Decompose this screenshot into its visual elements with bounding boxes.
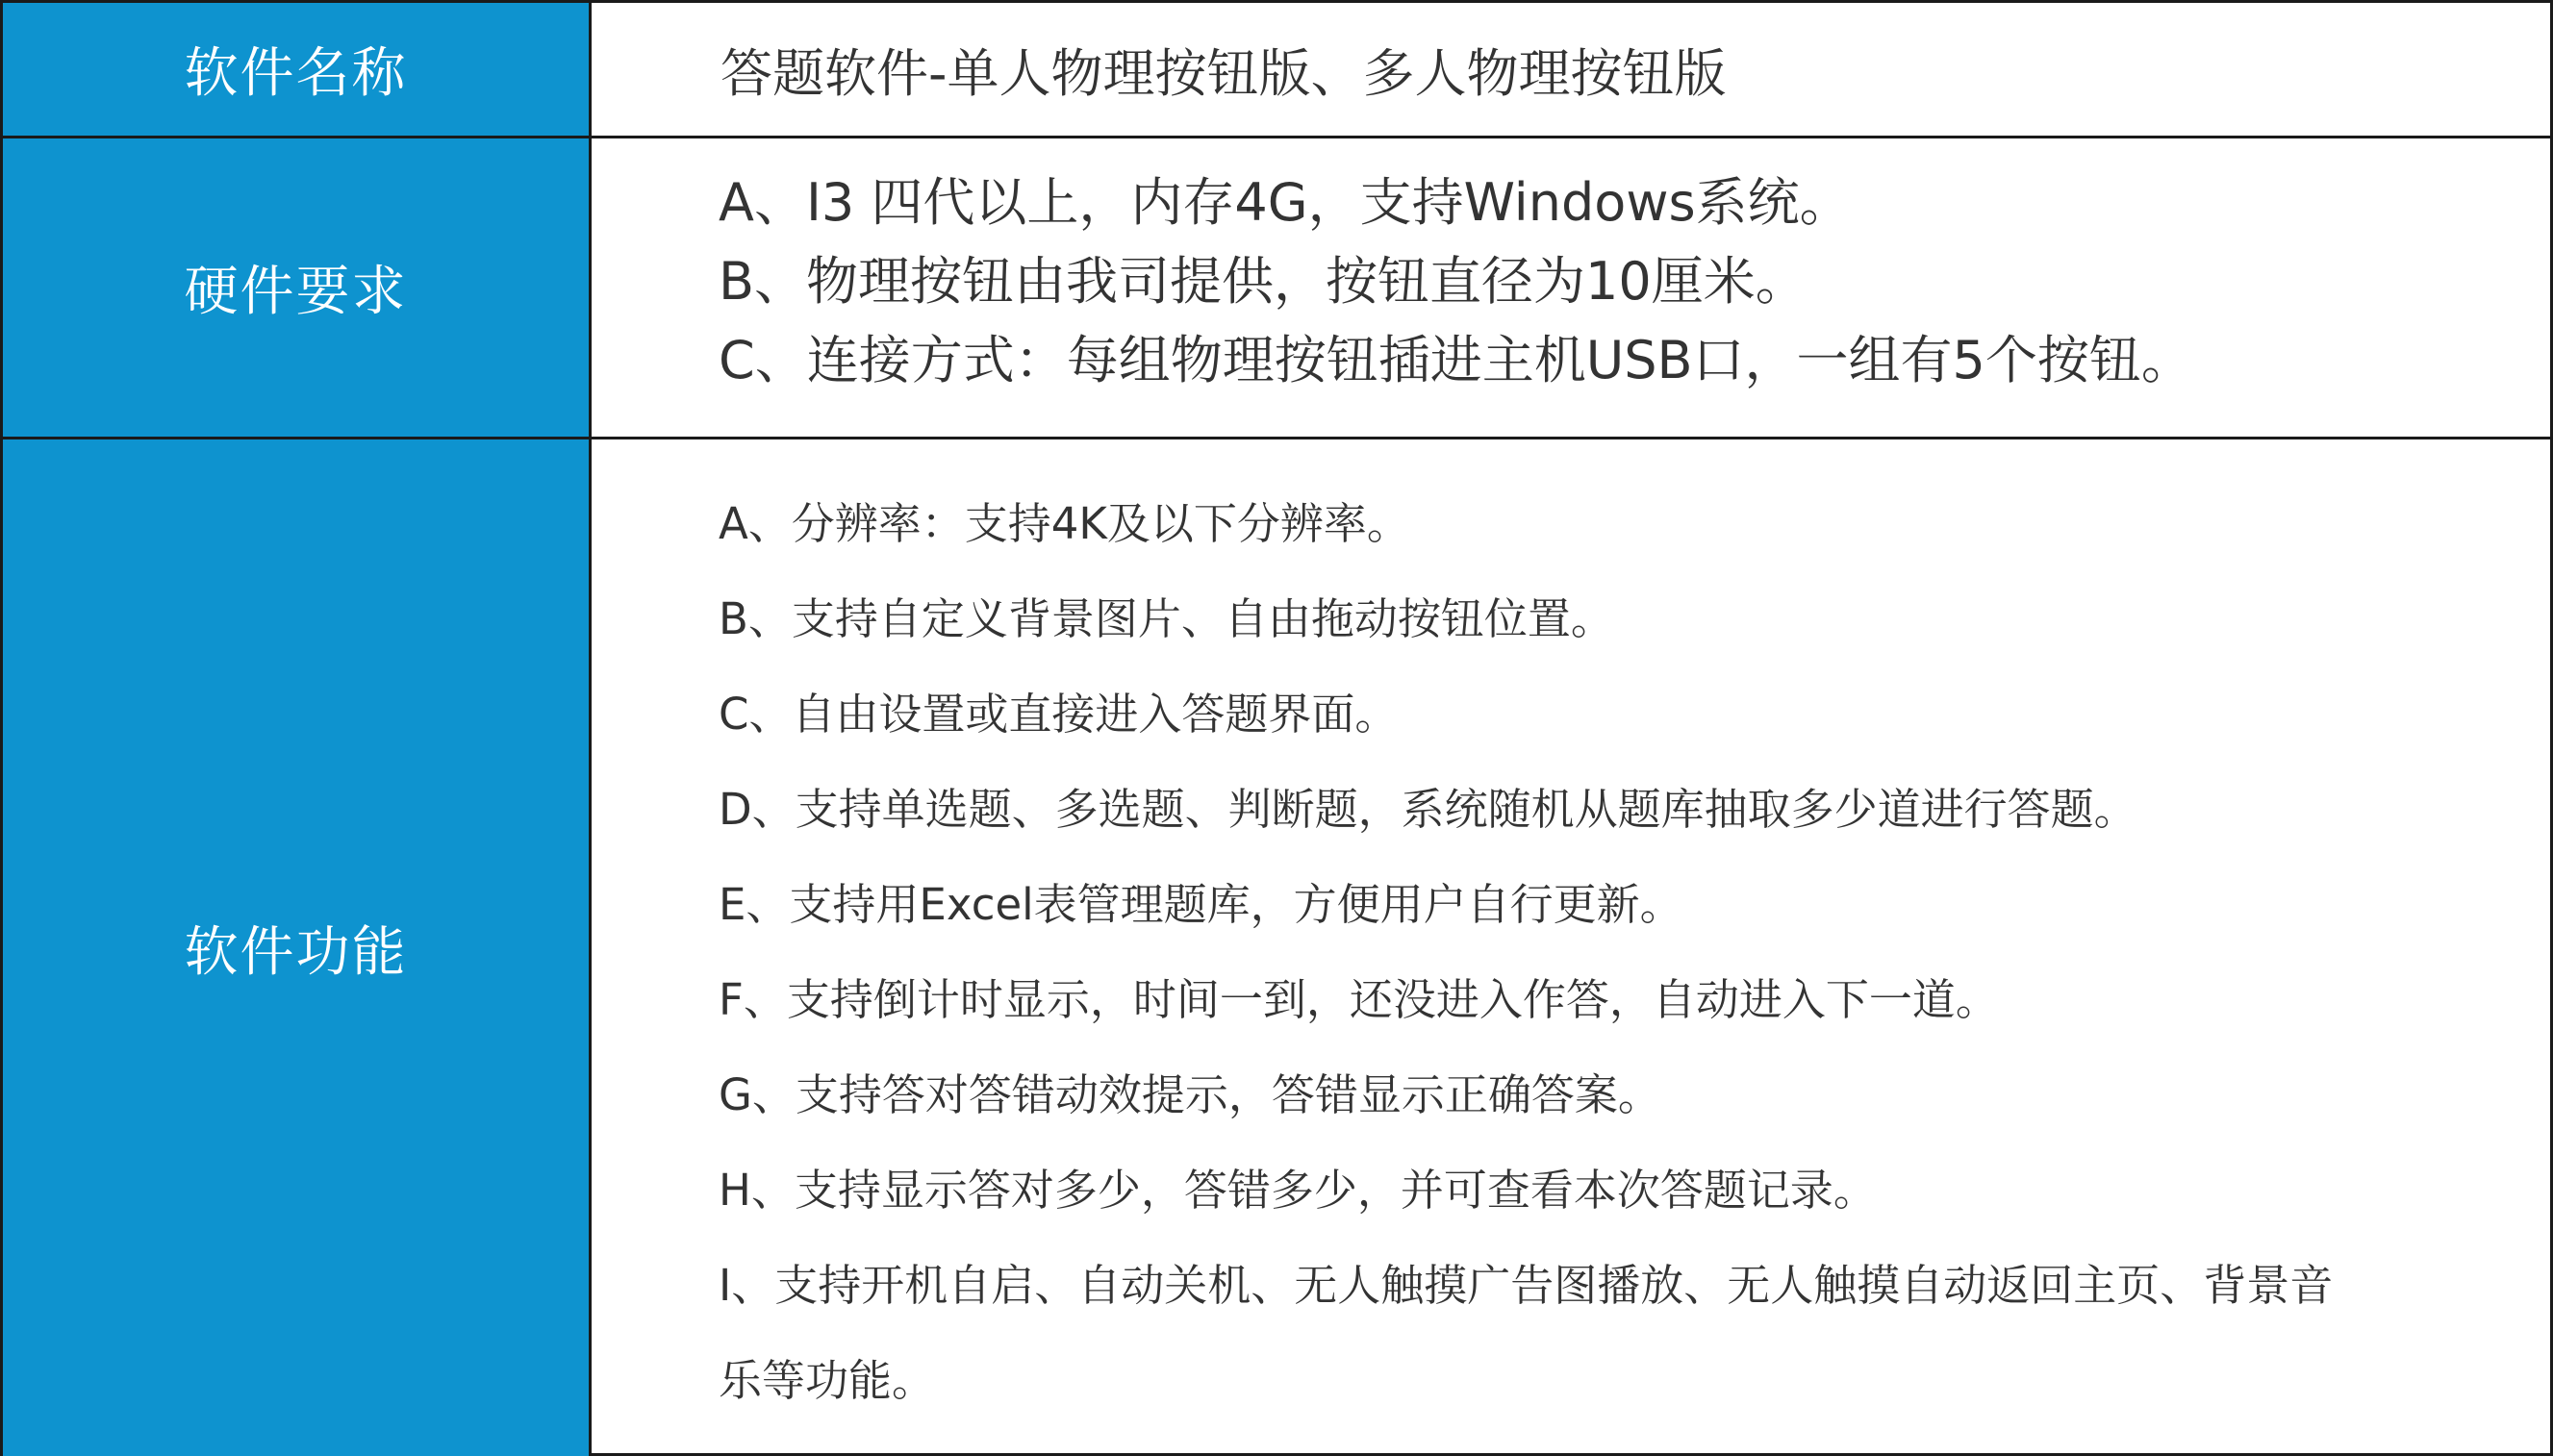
- value-software-name: 答题软件-单人物理按钮版、多人物理按钮版: [720, 42, 1727, 104]
- feature-line-b: B、支持自定义背景图片、自由拖动按钮位置。: [719, 593, 1614, 644]
- label-cell-features: [3, 439, 592, 1456]
- hardware-line-a: A、I3 四代以上，内存4G，支持Windows系统。: [719, 172, 1852, 233]
- label-software-name: 软件名称: [184, 42, 408, 105]
- feature-line-a: A、分辨率：支持4K及以下分辨率。: [719, 498, 1410, 549]
- hardware-line-b: B、物理按钮由我司提供，按钮直径为10厘米。: [719, 251, 1807, 312]
- value-cell-software-name: [592, 3, 2550, 136]
- feature-line-d: D、支持单选题、多选题、判断题，系统随机从题库抽取多少道进行答题。: [719, 784, 2137, 835]
- feature-line-e: E、支持用Excel表管理题库，方便用户自行更新。: [719, 879, 1683, 930]
- label-cell-hardware: [3, 138, 592, 437]
- row-software-features: [3, 439, 2550, 1456]
- label-software-features: 软件功能: [184, 920, 408, 984]
- feature-line-f: F、支持倒计时显示，时间一到，还没进入作答，自动进入下一道。: [719, 974, 1999, 1025]
- feature-line-c: C、自由设置或直接进入答题界面。: [719, 689, 1399, 740]
- row-software-name: [3, 3, 2550, 138]
- feature-line-i-continued: 乐等功能。: [719, 1355, 936, 1406]
- label-hardware-requirements: 硬件要求: [184, 261, 408, 323]
- hardware-line-c: C、连接方式：每组物理按钮插进主机USB口，一组有5个按钮。: [719, 330, 2193, 390]
- feature-line-h: H、支持显示答对多少，答错多少，并可查看本次答题记录。: [719, 1165, 1877, 1216]
- feature-line-g: G、支持答对答错动效提示，答错显示正确答案。: [719, 1069, 1661, 1120]
- row-hardware-requirements: [3, 138, 2550, 439]
- feature-line-i: I、支持开机自启、自动关机、无人触摸广告图播放、无人触摸自动返回主页、背景音: [719, 1260, 2334, 1311]
- label-cell-software-name: [3, 3, 592, 136]
- value-cell-hardware: [592, 138, 2550, 437]
- value-cell-features: [592, 439, 2550, 1456]
